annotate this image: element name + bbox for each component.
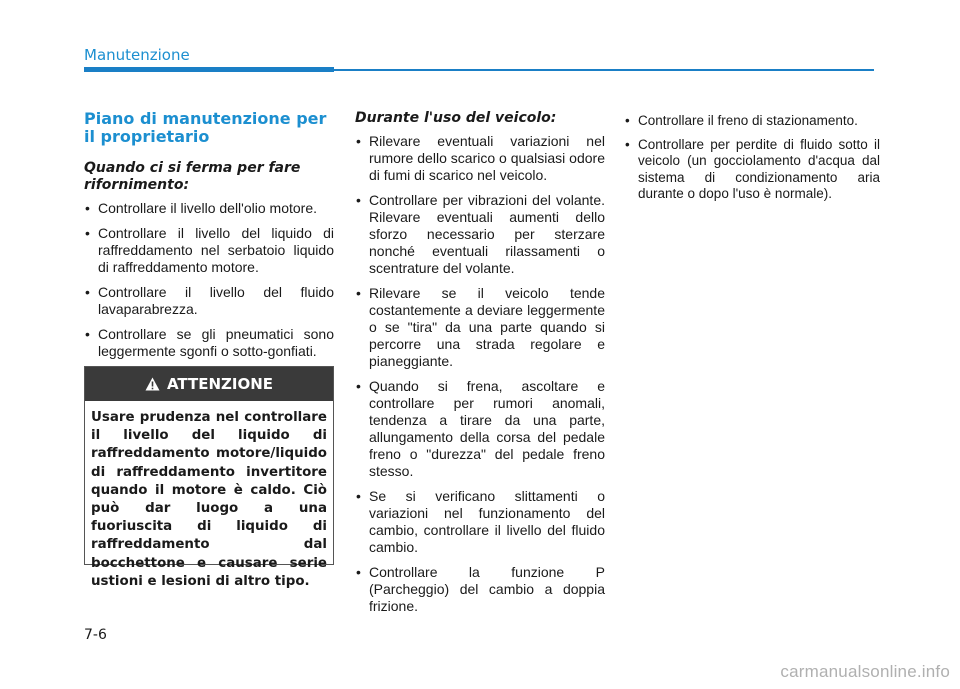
warning-box (84, 366, 334, 589)
refuel-checklist (84, 200, 334, 360)
header-rule-thick (84, 67, 334, 72)
driving-checklist (355, 133, 605, 615)
list-item: • Controllare se gli pneumatici sono leggermente sgonfi o sotto-gonfiati. (84, 326, 334, 360)
list-item: • Quando si frena, ascoltare e controllare per rumori anomali, tendenza a tirare da una parte, allungamento della corsa del pedale freno o "durezza" del pedale freno stesso. (355, 378, 605, 480)
list-item: • Controllare il freno di stazionamento. (624, 113, 880, 130)
warning-label: ATTENZIONE (166, 375, 274, 393)
section-title: Piano di manutenzione per il proprietario (84, 109, 327, 146)
column-2 (355, 110, 605, 623)
page-number: 7-6 (84, 627, 107, 643)
warning-triangle-icon (145, 377, 160, 391)
subsection-title-driving: Durante l'uso del veicolo: (355, 110, 557, 126)
subsection-title-refuel: Quando ci si ferma per fare rifornimento: (84, 160, 301, 193)
list-item: • Controllare il livello dell'olio motore. (84, 200, 334, 217)
header-rule-thin (334, 69, 874, 71)
warning-header (85, 367, 333, 401)
list-item: • Controllare per vibrazioni del volante. Rilevare eventuali aumenti dello sforzo necessario per sterzare nonché eventuali rilassamenti o scentrature del volante. (355, 192, 605, 277)
watermark: carmanualsonline.info (780, 662, 950, 681)
list-item: • Rilevare se il veicolo tende costantemente a deviare leggermente o se "tira" da una parte quando si percorre una strada regolare e pianeggiante. (355, 285, 605, 370)
section-header: Manutenzione (84, 46, 190, 64)
list-item: • Se si verificano slittamenti o variazioni nel funzionamento del cambio, controllare il livello del fluido cambio. (355, 488, 605, 556)
list-item: • Controllare il livello del liquido di raffreddamento nel serbatoio liquido di raffreddamento motore. (84, 225, 334, 276)
list-item: • Controllare la funzione P (Parcheggio) del cambio a doppia frizione. (355, 564, 605, 615)
list-item: • Rilevare eventuali variazioni nel rumore dello scarico o qualsiasi odore di fumi di scarico nel veicolo. (355, 133, 605, 184)
column-1 (84, 110, 334, 368)
column-3 (624, 113, 880, 210)
additional-checklist (624, 113, 880, 203)
warning-text: Usare prudenza nel controllare il livello del liquido di raffreddamento motore/liquido di raffreddamento invertitore quando il motore è caldo. Ciò può dar luogo a una fuoriuscita di liquido di raffreddamento dal bocchettone e causare serie ustioni e lesioni di altro tipo. (91, 410, 327, 589)
list-item: • Controllare per perdite di fluido sotto il veicolo (un gocciolamento d'acqua dal sistema di condizionamento aria durante o dopo l'uso è normale). (624, 137, 880, 203)
list-item: • Controllare il livello del fluido lavaparabrezza. (84, 284, 334, 318)
